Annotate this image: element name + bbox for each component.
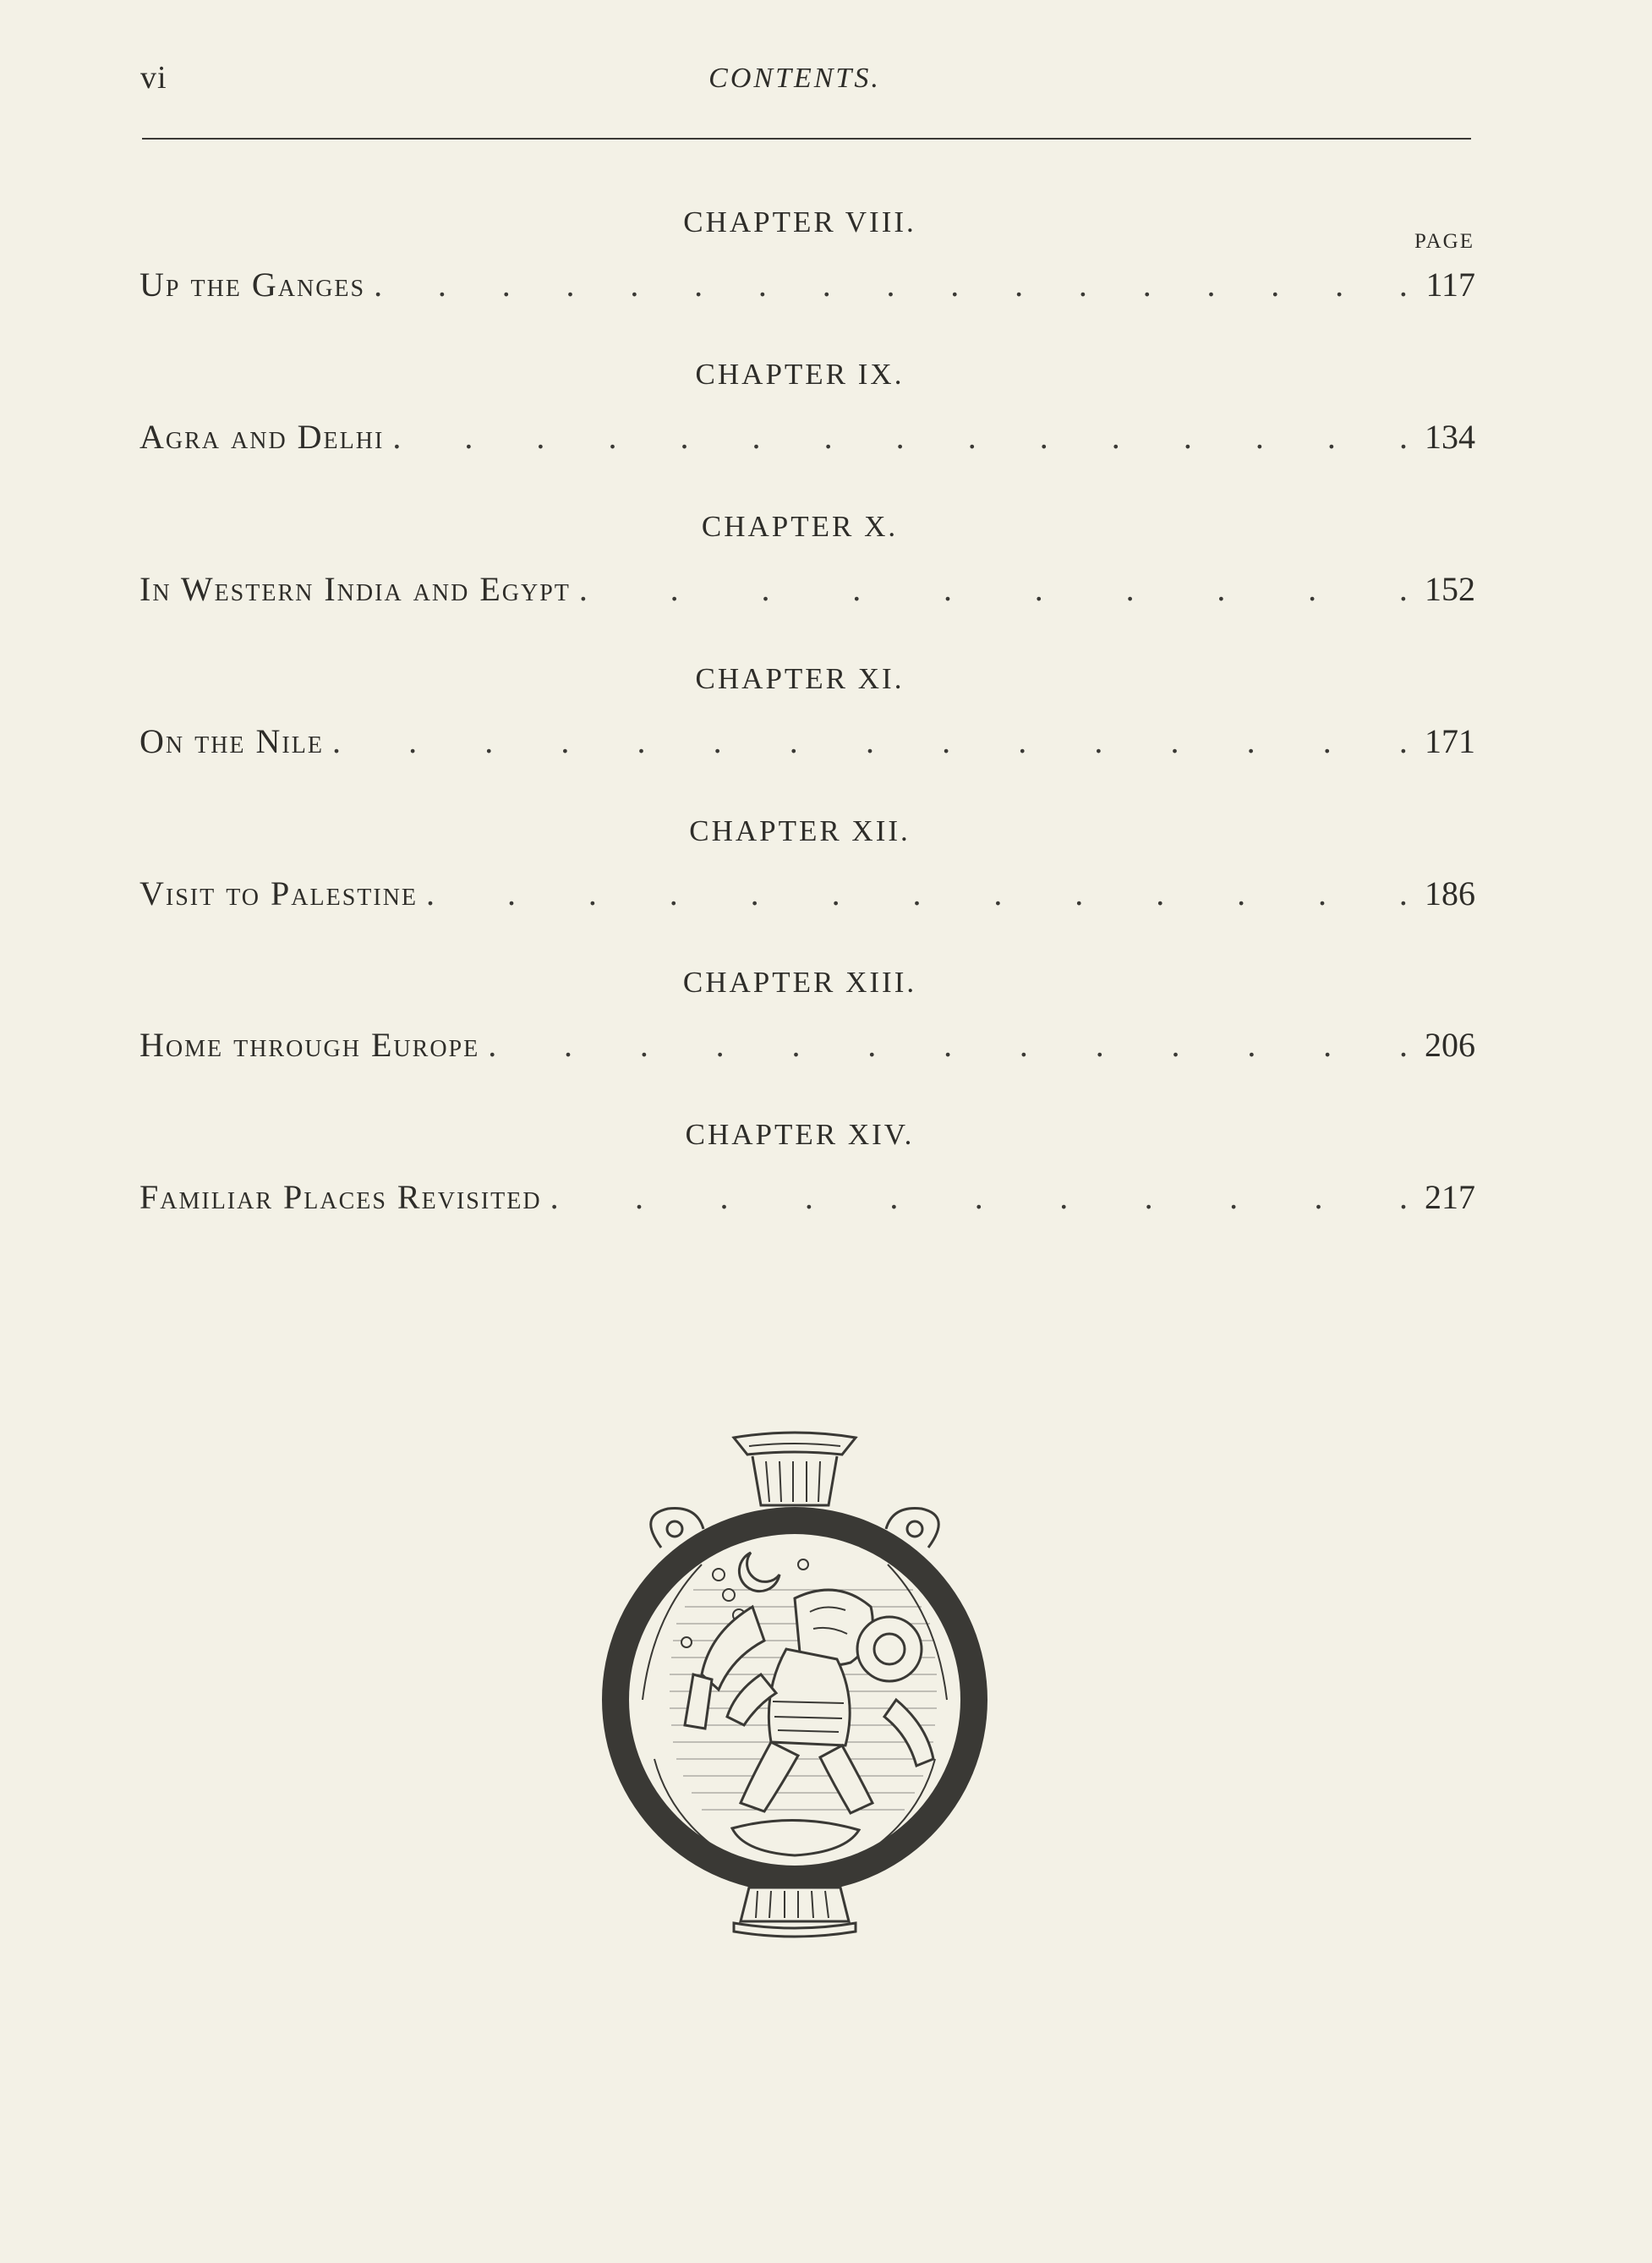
toc-entry[interactable] xyxy=(139,1177,1475,1218)
toc-entry[interactable] xyxy=(139,265,1475,305)
dot-leader: . . . . . . . . . . . xyxy=(550,1178,1408,1216)
dot-leader: . . . . . . . . . . . . . xyxy=(488,1026,1408,1064)
dot-leader: . . . . . . . . . . . . . xyxy=(426,874,1408,912)
page-column-label: PAGE xyxy=(1414,230,1474,253)
toc-entry[interactable] xyxy=(139,569,1475,610)
dot-leader: . . . . . . . . . . . . . . . xyxy=(392,418,1408,456)
chapter-title: On the Nile xyxy=(139,722,324,760)
chapter-title: Home through Europe xyxy=(139,1026,480,1064)
chapter-heading: CHAPTER X. xyxy=(701,510,899,543)
chapter-title: Agra and Delhi xyxy=(139,418,385,456)
chapter-title: Familiar Places Revisited xyxy=(139,1178,542,1216)
dot-leader: . . . . . . . . . . . . . . . . . xyxy=(374,266,1408,304)
chapter-heading: CHAPTER XII. xyxy=(689,814,911,847)
chapter-page-number: 217 xyxy=(1425,1178,1475,1216)
dot-leader: . . . . . . . . . . xyxy=(578,570,1408,608)
chapter-page-number: 117 xyxy=(1425,266,1475,304)
chapter-page-number: 206 xyxy=(1425,1026,1475,1064)
chapter-page-number: 152 xyxy=(1425,570,1475,608)
chapter-page-number: 186 xyxy=(1425,874,1475,912)
chapter-title: In Western India and Egypt xyxy=(139,570,571,608)
toc-entry[interactable] xyxy=(139,721,1475,762)
dot-leader: . . . . . . . . . . . . . . . xyxy=(331,722,1408,760)
page-number: vi xyxy=(140,60,167,96)
chapter-heading: CHAPTER IX. xyxy=(695,358,905,391)
chapter-page-number: 134 xyxy=(1425,418,1475,456)
ornamental-flask-illustration-icon xyxy=(592,1421,998,1945)
chapter-heading: CHAPTER VIII. xyxy=(683,205,916,238)
chapter-heading: CHAPTER XI. xyxy=(695,662,905,695)
chapter-title: Up the Ganges xyxy=(139,266,366,304)
toc-entry[interactable] xyxy=(139,1025,1475,1066)
toc-entry[interactable] xyxy=(139,417,1475,458)
chapter-heading: CHAPTER XIII. xyxy=(682,966,917,999)
toc-entry[interactable] xyxy=(139,874,1475,914)
chapter-page-number: 171 xyxy=(1425,722,1475,760)
header-rule xyxy=(142,138,1471,140)
chapter-title: Visit to Palestine xyxy=(139,874,418,912)
chapter-heading: CHAPTER XIV. xyxy=(685,1118,915,1151)
running-head: CONTENTS. xyxy=(708,63,881,94)
